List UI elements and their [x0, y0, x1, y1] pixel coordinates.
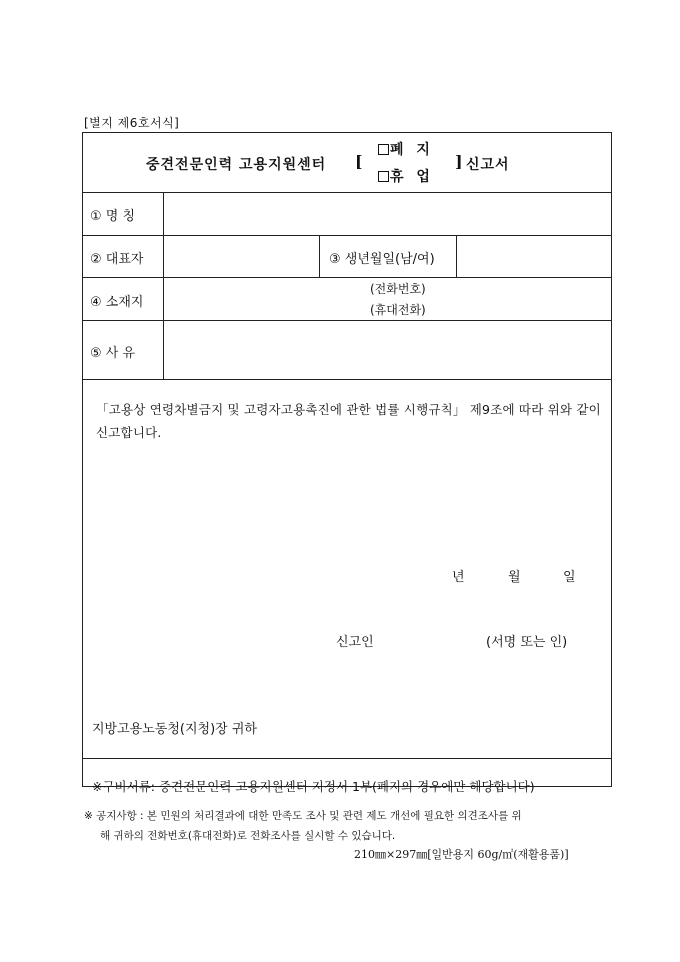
representative-label: ② 대표자	[90, 252, 144, 267]
form-number-label: [별지 제6호서식]	[84, 116, 180, 130]
representative-field[interactable]	[164, 236, 318, 276]
required-documents: ※구비서류: 중견전문인력 고용지원센터 지정서 1부(폐지의 경우에만 해당합니다)	[92, 779, 535, 794]
date-year-label: 년	[452, 570, 465, 585]
suspension-checkbox[interactable]	[378, 171, 389, 182]
title-open-bracket: [	[355, 152, 363, 171]
signer-label: 신고인	[336, 635, 374, 650]
date-month-label: 월	[508, 570, 521, 585]
birthdate-field[interactable]	[457, 236, 611, 276]
notice	[84, 806, 612, 846]
suspension-option-label: 휴 업	[390, 169, 434, 185]
form-title: 중견전문인력 고용지원센터	[146, 157, 327, 173]
phone-label: (전화번호)	[370, 282, 426, 296]
declaration-text: 「고용상 연령차별금지 및 고령자고용촉진에 관한 법률 시행규칙」 제9조에 따라 위와 같이 신고합니다.	[96, 402, 601, 440]
notice-line: 해 귀하의 전화번호(휴대전화)로 전화조사를 실시할 수 있습니다.	[100, 830, 396, 842]
recipient: 지방고용노동청(지청)장 귀하	[92, 722, 257, 737]
birthdate-label: ③ 생년월일(남/여)	[329, 252, 435, 267]
closure-option-label: 폐 지	[390, 142, 434, 158]
row-divider	[82, 379, 612, 380]
row-divider	[82, 758, 612, 759]
name-label: ① 명 칭	[90, 209, 136, 224]
closure-option[interactable]	[378, 139, 434, 159]
notice-line: ※ 공지사항 : 본 민원의 처리결과에 대한 만족도 조사 및 관련 제도 개선에 필요한 의견조사를 위	[84, 810, 522, 822]
title-close-bracket: ]	[455, 152, 463, 171]
signature-hint: (서명 또는 인)	[486, 635, 568, 650]
closure-checkbox[interactable]	[378, 144, 389, 155]
name-field[interactable]	[164, 193, 611, 234]
paper-spec: 210㎜×297㎜[일반용지 60g/㎡(재활용품)]	[354, 848, 569, 861]
form-title-suffix: 신고서	[466, 157, 510, 173]
suspension-option[interactable]	[378, 166, 434, 186]
column-divider	[319, 235, 320, 277]
mobile-label: (휴대전화)	[370, 303, 426, 317]
reason-field[interactable]	[164, 321, 611, 378]
date-day-label: 일	[563, 570, 576, 585]
address-label: ④ 소재지	[90, 295, 144, 310]
reason-label: ⑤ 사 유	[90, 346, 136, 361]
